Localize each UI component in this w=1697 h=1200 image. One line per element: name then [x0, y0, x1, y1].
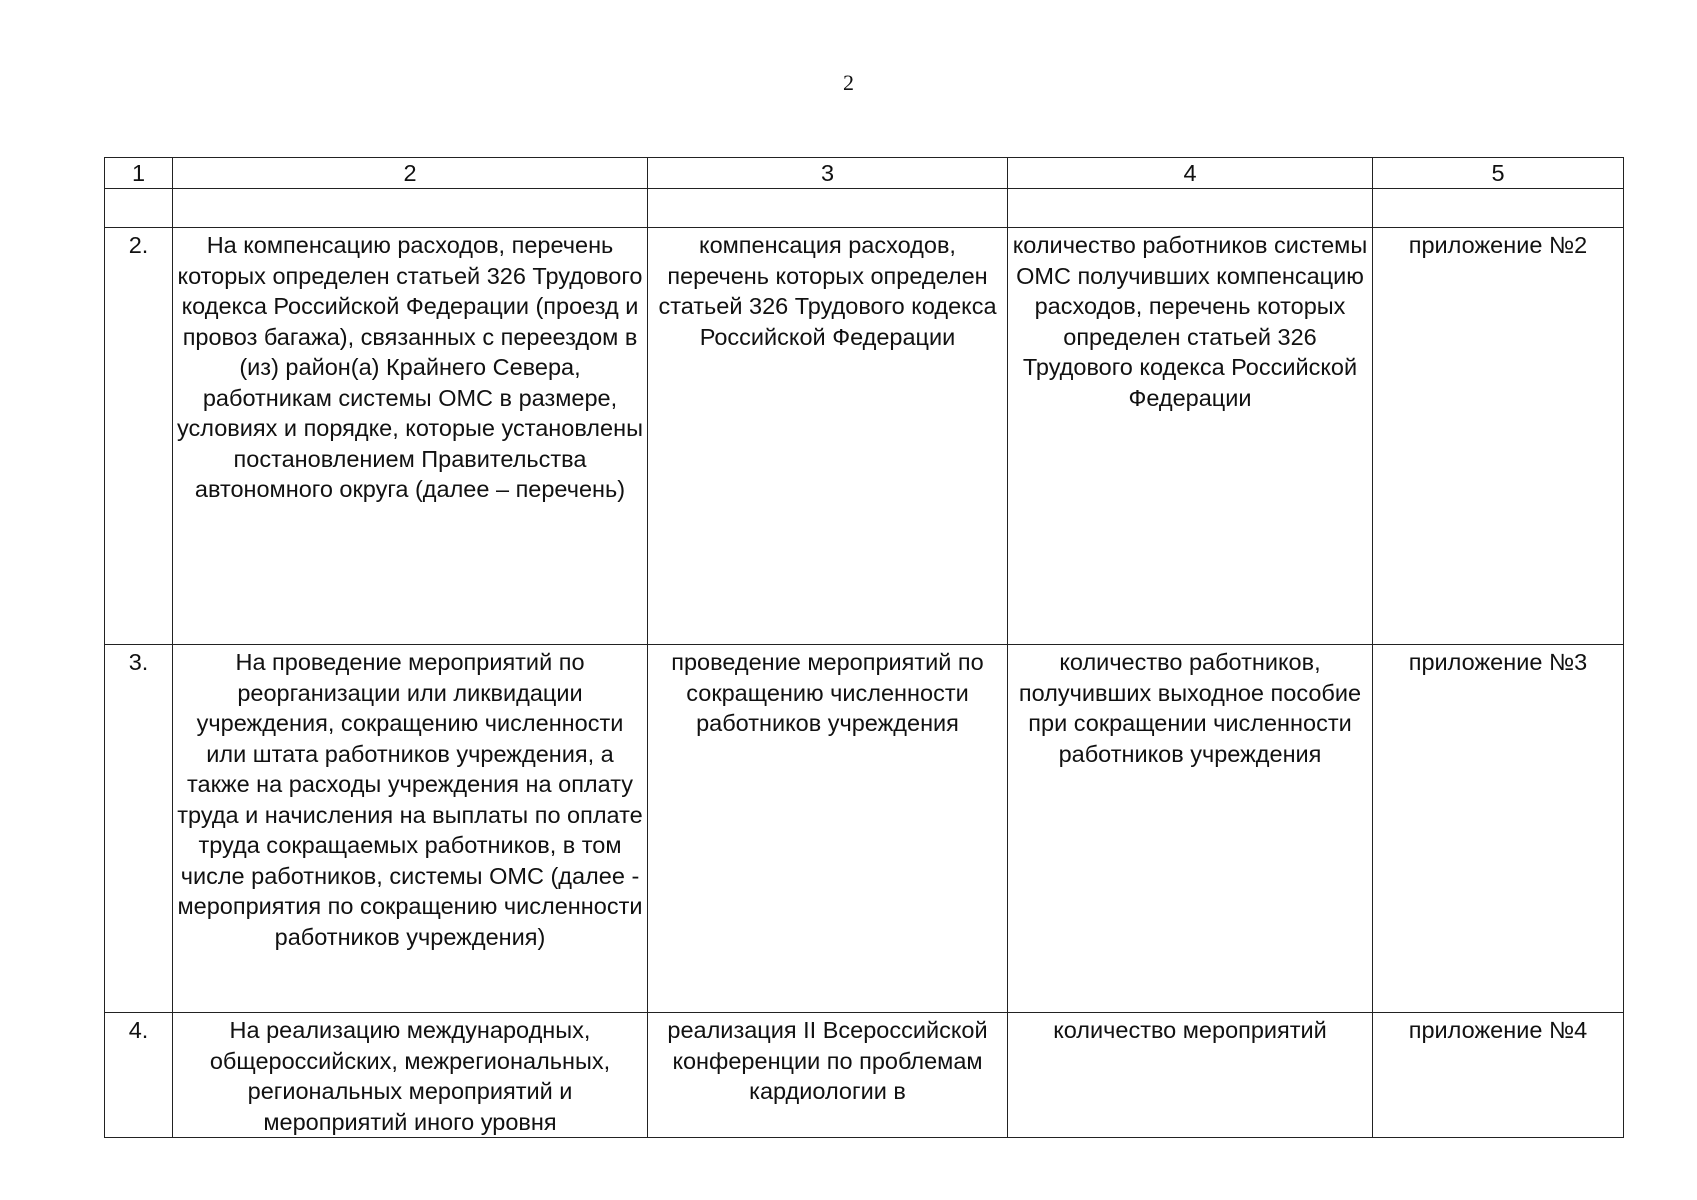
purpose-cell: На компенсацию расходов, перечень которых определен статьей 326 Трудового кодекса Российской Федерации (проезд и провоз багажа), связанных с переездом в (из) район(а) Крайнего Севера, работникам системы ОМС в размере, условиях и порядке, которые установлены постановлением Правительства автономного округа (далее – перечень) [173, 228, 648, 645]
column-header: 2 [173, 158, 648, 189]
table-cell-empty [648, 189, 1008, 228]
table-row [105, 1013, 1624, 1138]
appendix-cell: приложение №4 [1373, 1013, 1624, 1138]
column-header: 5 [1373, 158, 1624, 189]
column-header: 4 [1008, 158, 1373, 189]
indicator-cell: количество мероприятий [1008, 1013, 1373, 1138]
purpose-cell: На реализацию международных, общероссийских, межрегиональных, региональных мероприятий и мероприятий иного уровня [173, 1013, 648, 1138]
table-cell-empty [1008, 189, 1373, 228]
table-header-row [105, 158, 1624, 189]
table-cell-empty [105, 189, 173, 228]
indicator-cell: количество работников системы ОМС получивших компенсацию расходов, перечень которых определен статьей 326 Трудового кодекса Российской Федерации [1008, 228, 1373, 645]
purpose-cell: На проведение мероприятий по реорганизации или ликвидации учреждения, сокращению численности или штата работников учреждения, а также на расходы учреждения на оплату труда и начисления на выплаты по оплате труда сокращаемых работников, в том числе работников, системы ОМС (далее - мероприятия по сокращению численности работников учреждения) [173, 645, 648, 1013]
result-cell: реализация II Всероссийской конференции по проблемам кардиологии в [648, 1013, 1008, 1138]
row-number: 2. [105, 228, 173, 645]
result-cell: компенсация расходов, перечень которых определен статьей 326 Трудового кодекса Российской Федерации [648, 228, 1008, 645]
table-cell-empty [1373, 189, 1624, 228]
table-row [105, 228, 1624, 645]
column-header: 1 [105, 158, 173, 189]
row-number: 3. [105, 645, 173, 1013]
page-number: 2 [843, 70, 854, 95]
appendix-cell: приложение №3 [1373, 645, 1624, 1013]
indicator-cell: количество работников, получивших выходное пособие при сокращении численности работников учреждения [1008, 645, 1373, 1013]
appendix-cell: приложение №2 [1373, 228, 1624, 645]
document-table [104, 157, 1624, 1138]
table-blank-row [105, 189, 1624, 228]
table-cell-empty [173, 189, 648, 228]
row-number: 4. [105, 1013, 173, 1138]
column-header: 3 [648, 158, 1008, 189]
result-cell: проведение мероприятий по сокращению численности работников учреждения [648, 645, 1008, 1013]
table-row [105, 645, 1624, 1013]
